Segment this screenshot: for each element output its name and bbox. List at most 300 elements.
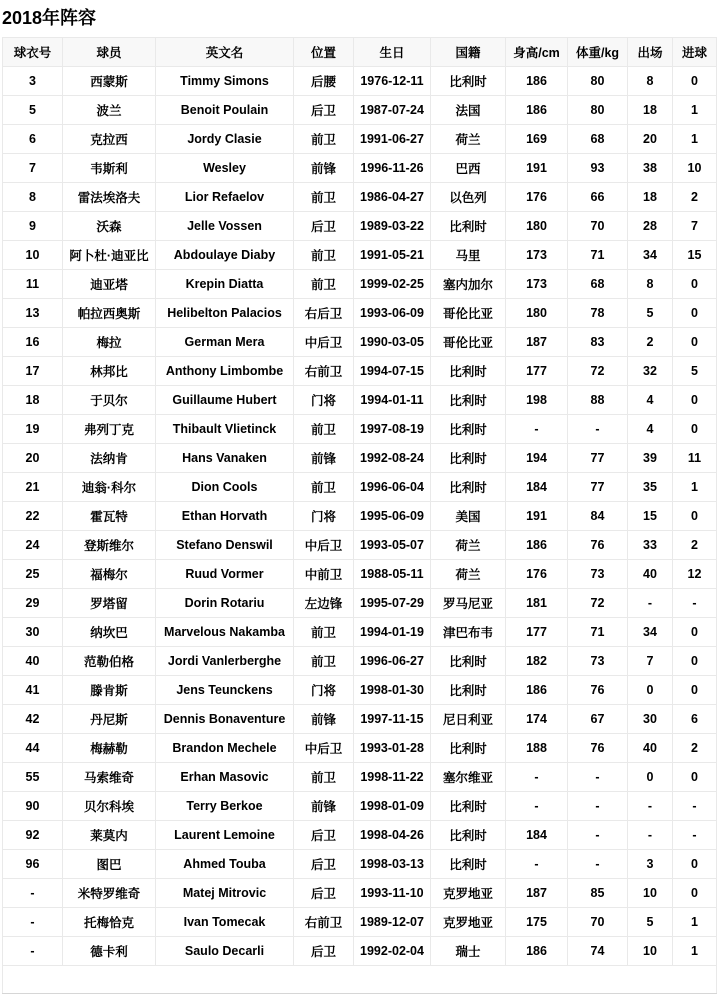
cell: 荷兰 [431,125,506,154]
cell: 罗马尼亚 [431,589,506,618]
cell: Thibault Vlietinck [156,415,294,444]
table-row [3,241,717,270]
cell: 8 [628,67,673,96]
cell: 荷兰 [431,560,506,589]
column-header-6: 身高/cm [506,38,568,67]
cell: 1994-01-19 [354,618,431,647]
cell: 34 [628,618,673,647]
cell: 0 [673,879,717,908]
table-row [3,937,717,966]
cell: 68 [568,270,628,299]
cell: 88 [568,386,628,415]
cell: 1 [673,473,717,502]
cell: 比利时 [431,357,506,386]
cell: 180 [506,212,568,241]
table-row [3,821,717,850]
cell: 18 [628,183,673,212]
cell: 纳坎巴 [63,618,156,647]
cell: Saulo Decarli [156,937,294,966]
cell: 范勒伯格 [63,647,156,676]
cell: 194 [506,444,568,473]
cell: 15 [673,241,717,270]
cell: 韦斯利 [63,154,156,183]
cell: 罗塔留 [63,589,156,618]
cell: 191 [506,502,568,531]
table-row [3,473,717,502]
cell: 1995-06-09 [354,502,431,531]
cell: 2 [628,328,673,357]
cell: 梅拉 [63,328,156,357]
cell: 90 [3,792,63,821]
cell: 迪亚塔 [63,270,156,299]
cell: 32 [628,357,673,386]
cell: 塞内加尔 [431,270,506,299]
cell: Ivan Tomecak [156,908,294,937]
cell: 22 [3,502,63,531]
cell: Brandon Mechele [156,734,294,763]
column-header-1: 球员 [63,38,156,67]
table-row [3,908,717,937]
cell: 76 [568,734,628,763]
cell: 15 [628,502,673,531]
cell: 0 [628,763,673,792]
cell: 1 [673,96,717,125]
cell: 1 [673,125,717,154]
cell: 173 [506,241,568,270]
cell: 中前卫 [294,560,354,589]
cell: 0 [673,270,717,299]
cell: 12 [673,560,717,589]
cell: 0 [673,618,717,647]
cell: 前锋 [294,792,354,821]
cell: 77 [568,444,628,473]
cell: 7 [628,647,673,676]
column-header-3: 位置 [294,38,354,67]
table-row [3,270,717,299]
cell: 1992-08-24 [354,444,431,473]
table-row [3,212,717,241]
cell: Jelle Vossen [156,212,294,241]
table-row [3,299,717,328]
cell: 35 [628,473,673,502]
cell: 80 [568,96,628,125]
cell: 18 [628,96,673,125]
cell: 18 [3,386,63,415]
cell: Abdoulaye Diaby [156,241,294,270]
column-header-5: 国籍 [431,38,506,67]
cell: 1990-03-05 [354,328,431,357]
cell: 77 [568,473,628,502]
cell: - [3,879,63,908]
cell: 帕拉西奥斯 [63,299,156,328]
cell: Helibelton Palacios [156,299,294,328]
cell: 10 [3,241,63,270]
cell: 70 [568,908,628,937]
cell: 1998-04-26 [354,821,431,850]
cell: - [568,415,628,444]
cell: Ethan Horvath [156,502,294,531]
cell: 1997-11-15 [354,705,431,734]
cell: 1995-07-29 [354,589,431,618]
cell: 霍瓦特 [63,502,156,531]
cell: German Mera [156,328,294,357]
cell: 6 [3,125,63,154]
cell: 前锋 [294,154,354,183]
cell: 门将 [294,386,354,415]
cell: 克拉西 [63,125,156,154]
cell: 1998-03-13 [354,850,431,879]
cell: - [506,792,568,821]
cell: 1993-06-09 [354,299,431,328]
cell: 莱莫内 [63,821,156,850]
cell: 前卫 [294,183,354,212]
cell: 180 [506,299,568,328]
cell: 比利时 [431,792,506,821]
cell: 11 [3,270,63,299]
cell: 0 [628,676,673,705]
cell: 右前卫 [294,908,354,937]
cell: 198 [506,386,568,415]
cell: Benoit Poulain [156,96,294,125]
cell: 登斯维尔 [63,531,156,560]
cell: Hans Vanaken [156,444,294,473]
cell: 1987-07-24 [354,96,431,125]
cell: 美国 [431,502,506,531]
table-row [3,618,717,647]
cell: 6 [673,705,717,734]
cell: 马里 [431,241,506,270]
cell: 71 [568,618,628,647]
table-body [3,67,717,966]
cell: 2 [673,531,717,560]
cell: 门将 [294,676,354,705]
cell: 29 [3,589,63,618]
cell: 5 [673,357,717,386]
page [0,7,718,994]
cell: 3 [628,850,673,879]
table-row [3,763,717,792]
cell: Anthony Limbombe [156,357,294,386]
cell: 10 [628,937,673,966]
cell: 前锋 [294,444,354,473]
cell: 沃森 [63,212,156,241]
cell: 图巴 [63,850,156,879]
cell: 1 [673,937,717,966]
empty-row [3,966,717,994]
cell: 181 [506,589,568,618]
cell: 前锋 [294,705,354,734]
table-row [3,386,717,415]
cell: - [628,589,673,618]
cell: 19 [3,415,63,444]
cell: 前卫 [294,415,354,444]
table-row [3,444,717,473]
cell: 1989-03-22 [354,212,431,241]
cell: 比利时 [431,444,506,473]
cell: 2 [673,183,717,212]
cell: - [568,850,628,879]
cell: Terry Berkoe [156,792,294,821]
cell: 津巴布韦 [431,618,506,647]
cell: 10 [673,154,717,183]
table-row [3,154,717,183]
cell: 1993-05-07 [354,531,431,560]
cell: 0 [673,647,717,676]
cell: 中后卫 [294,734,354,763]
cell: 0 [673,676,717,705]
table-row [3,183,717,212]
cell: 前卫 [294,647,354,676]
cell: 1976-12-11 [354,67,431,96]
cell: 1991-05-21 [354,241,431,270]
cell: 173 [506,270,568,299]
cell: 176 [506,183,568,212]
cell: 187 [506,328,568,357]
cell: 177 [506,357,568,386]
column-header-9: 进球 [673,38,717,67]
cell: 24 [3,531,63,560]
table-row [3,734,717,763]
column-header-2: 英文名 [156,38,294,67]
column-header-8: 出场 [628,38,673,67]
cell: 7 [3,154,63,183]
cell: 比利时 [431,386,506,415]
cell: 梅赫勒 [63,734,156,763]
cell: 78 [568,299,628,328]
cell: - [673,792,717,821]
cell: 30 [3,618,63,647]
cell: 1996-11-26 [354,154,431,183]
cell: 贝尔科埃 [63,792,156,821]
cell: - [3,908,63,937]
cell: 迪翁·科尔 [63,473,156,502]
cell: 尼日利亚 [431,705,506,734]
table-row [3,560,717,589]
cell: Dion Cools [156,473,294,502]
cell: 1998-01-30 [354,676,431,705]
cell: 184 [506,821,568,850]
cell: Wesley [156,154,294,183]
cell: 66 [568,183,628,212]
cell: - [3,937,63,966]
cell: 174 [506,705,568,734]
cell: 1999-02-25 [354,270,431,299]
cell: 8 [628,270,673,299]
cell: 16 [3,328,63,357]
cell: 0 [673,67,717,96]
cell: 4 [628,415,673,444]
cell: 福梅尔 [63,560,156,589]
cell: 175 [506,908,568,937]
cell: 40 [628,560,673,589]
cell: 波兰 [63,96,156,125]
cell: 于贝尔 [63,386,156,415]
cell: 弗列丁克 [63,415,156,444]
table-row [3,357,717,386]
cell: 1994-07-15 [354,357,431,386]
cell: 0 [673,328,717,357]
cell: 米特罗维奇 [63,879,156,908]
table-row [3,125,717,154]
cell: 44 [3,734,63,763]
cell: 20 [628,125,673,154]
cell: 8 [3,183,63,212]
cell: 1993-11-10 [354,879,431,908]
cell: 7 [673,212,717,241]
cell: 41 [3,676,63,705]
cell: 以色列 [431,183,506,212]
cell: 3 [3,67,63,96]
cell: 5 [3,96,63,125]
cell: 比利时 [431,415,506,444]
cell: 前卫 [294,125,354,154]
cell: 186 [506,67,568,96]
table-row [3,531,717,560]
cell: Matej Mitrovic [156,879,294,908]
cell: 后卫 [294,212,354,241]
cell: 5 [628,908,673,937]
cell: 1992-02-04 [354,937,431,966]
cell: 72 [568,589,628,618]
cell: 右前卫 [294,357,354,386]
squad-table [2,37,717,994]
cell: 后卫 [294,937,354,966]
cell: 186 [506,937,568,966]
cell: Krepin Diatta [156,270,294,299]
cell: 67 [568,705,628,734]
cell: 1998-01-09 [354,792,431,821]
cell: 0 [673,850,717,879]
cell: 68 [568,125,628,154]
cell: 38 [628,154,673,183]
cell: 1996-06-04 [354,473,431,502]
table-row [3,850,717,879]
cell: 林邦比 [63,357,156,386]
cell: 191 [506,154,568,183]
cell: 后卫 [294,879,354,908]
cell: 西蒙斯 [63,67,156,96]
cell: 荷兰 [431,531,506,560]
cell: 左边锋 [294,589,354,618]
cell: Marvelous Nakamba [156,618,294,647]
table-row [3,879,717,908]
cell: 后腰 [294,67,354,96]
cell: - [628,792,673,821]
cell: 前卫 [294,241,354,270]
cell: 186 [506,531,568,560]
cell: 比利时 [431,734,506,763]
cell: 1988-05-11 [354,560,431,589]
cell: 1994-01-11 [354,386,431,415]
cell: 93 [568,154,628,183]
cell: Timmy Simons [156,67,294,96]
cell: - [568,792,628,821]
cell: 72 [568,357,628,386]
cell: 42 [3,705,63,734]
cell: - [506,415,568,444]
cell: 74 [568,937,628,966]
cell: 前卫 [294,473,354,502]
cell: 1993-01-28 [354,734,431,763]
cell: 0 [673,502,717,531]
cell: 182 [506,647,568,676]
cell: 176 [506,560,568,589]
cell: 右后卫 [294,299,354,328]
cell: 25 [3,560,63,589]
cell: 哥伦比亚 [431,328,506,357]
cell: 克罗地亚 [431,908,506,937]
cell: 1989-12-07 [354,908,431,937]
cell: Jordi Vanlerberghe [156,647,294,676]
cell: 5 [628,299,673,328]
cell: 哥伦比亚 [431,299,506,328]
cell: 17 [3,357,63,386]
cell: 后卫 [294,821,354,850]
cell: 39 [628,444,673,473]
cell: 4 [628,386,673,415]
cell: 84 [568,502,628,531]
cell: 9 [3,212,63,241]
cell: 比利时 [431,676,506,705]
cell: 比利时 [431,212,506,241]
cell: 0 [673,415,717,444]
cell: 85 [568,879,628,908]
cell: 比利时 [431,473,506,502]
cell: 83 [568,328,628,357]
cell: 73 [568,560,628,589]
cell: 法纳肯 [63,444,156,473]
cell: - [673,589,717,618]
cell: 1996-06-27 [354,647,431,676]
cell: 1998-11-22 [354,763,431,792]
cell: - [568,763,628,792]
table-row [3,67,717,96]
cell: 76 [568,531,628,560]
column-header-0: 球衣号 [3,38,63,67]
table-row [3,676,717,705]
cell: 71 [568,241,628,270]
cell: 比利时 [431,850,506,879]
cell: 中后卫 [294,531,354,560]
cell: 21 [3,473,63,502]
cell: 34 [628,241,673,270]
cell: 20 [3,444,63,473]
cell: 1 [673,908,717,937]
cell: - [506,850,568,879]
cell: 92 [3,821,63,850]
cell: 187 [506,879,568,908]
cell: Erhan Masovic [156,763,294,792]
cell: 雷法埃洛夫 [63,183,156,212]
cell: 比利时 [431,821,506,850]
page-title: 2018年阵容 [2,8,97,28]
table-row [3,705,717,734]
cell: 门将 [294,502,354,531]
cell: 76 [568,676,628,705]
table-row [3,647,717,676]
cell: 托梅恰克 [63,908,156,937]
cell: 177 [506,618,568,647]
cell: 巴西 [431,154,506,183]
cell: 1997-08-19 [354,415,431,444]
cell: 滕肯斯 [63,676,156,705]
table-row [3,502,717,531]
cell: Ahmed Touba [156,850,294,879]
empty-cell [3,966,717,994]
cell: 28 [628,212,673,241]
cell: 0 [673,763,717,792]
cell: 186 [506,676,568,705]
